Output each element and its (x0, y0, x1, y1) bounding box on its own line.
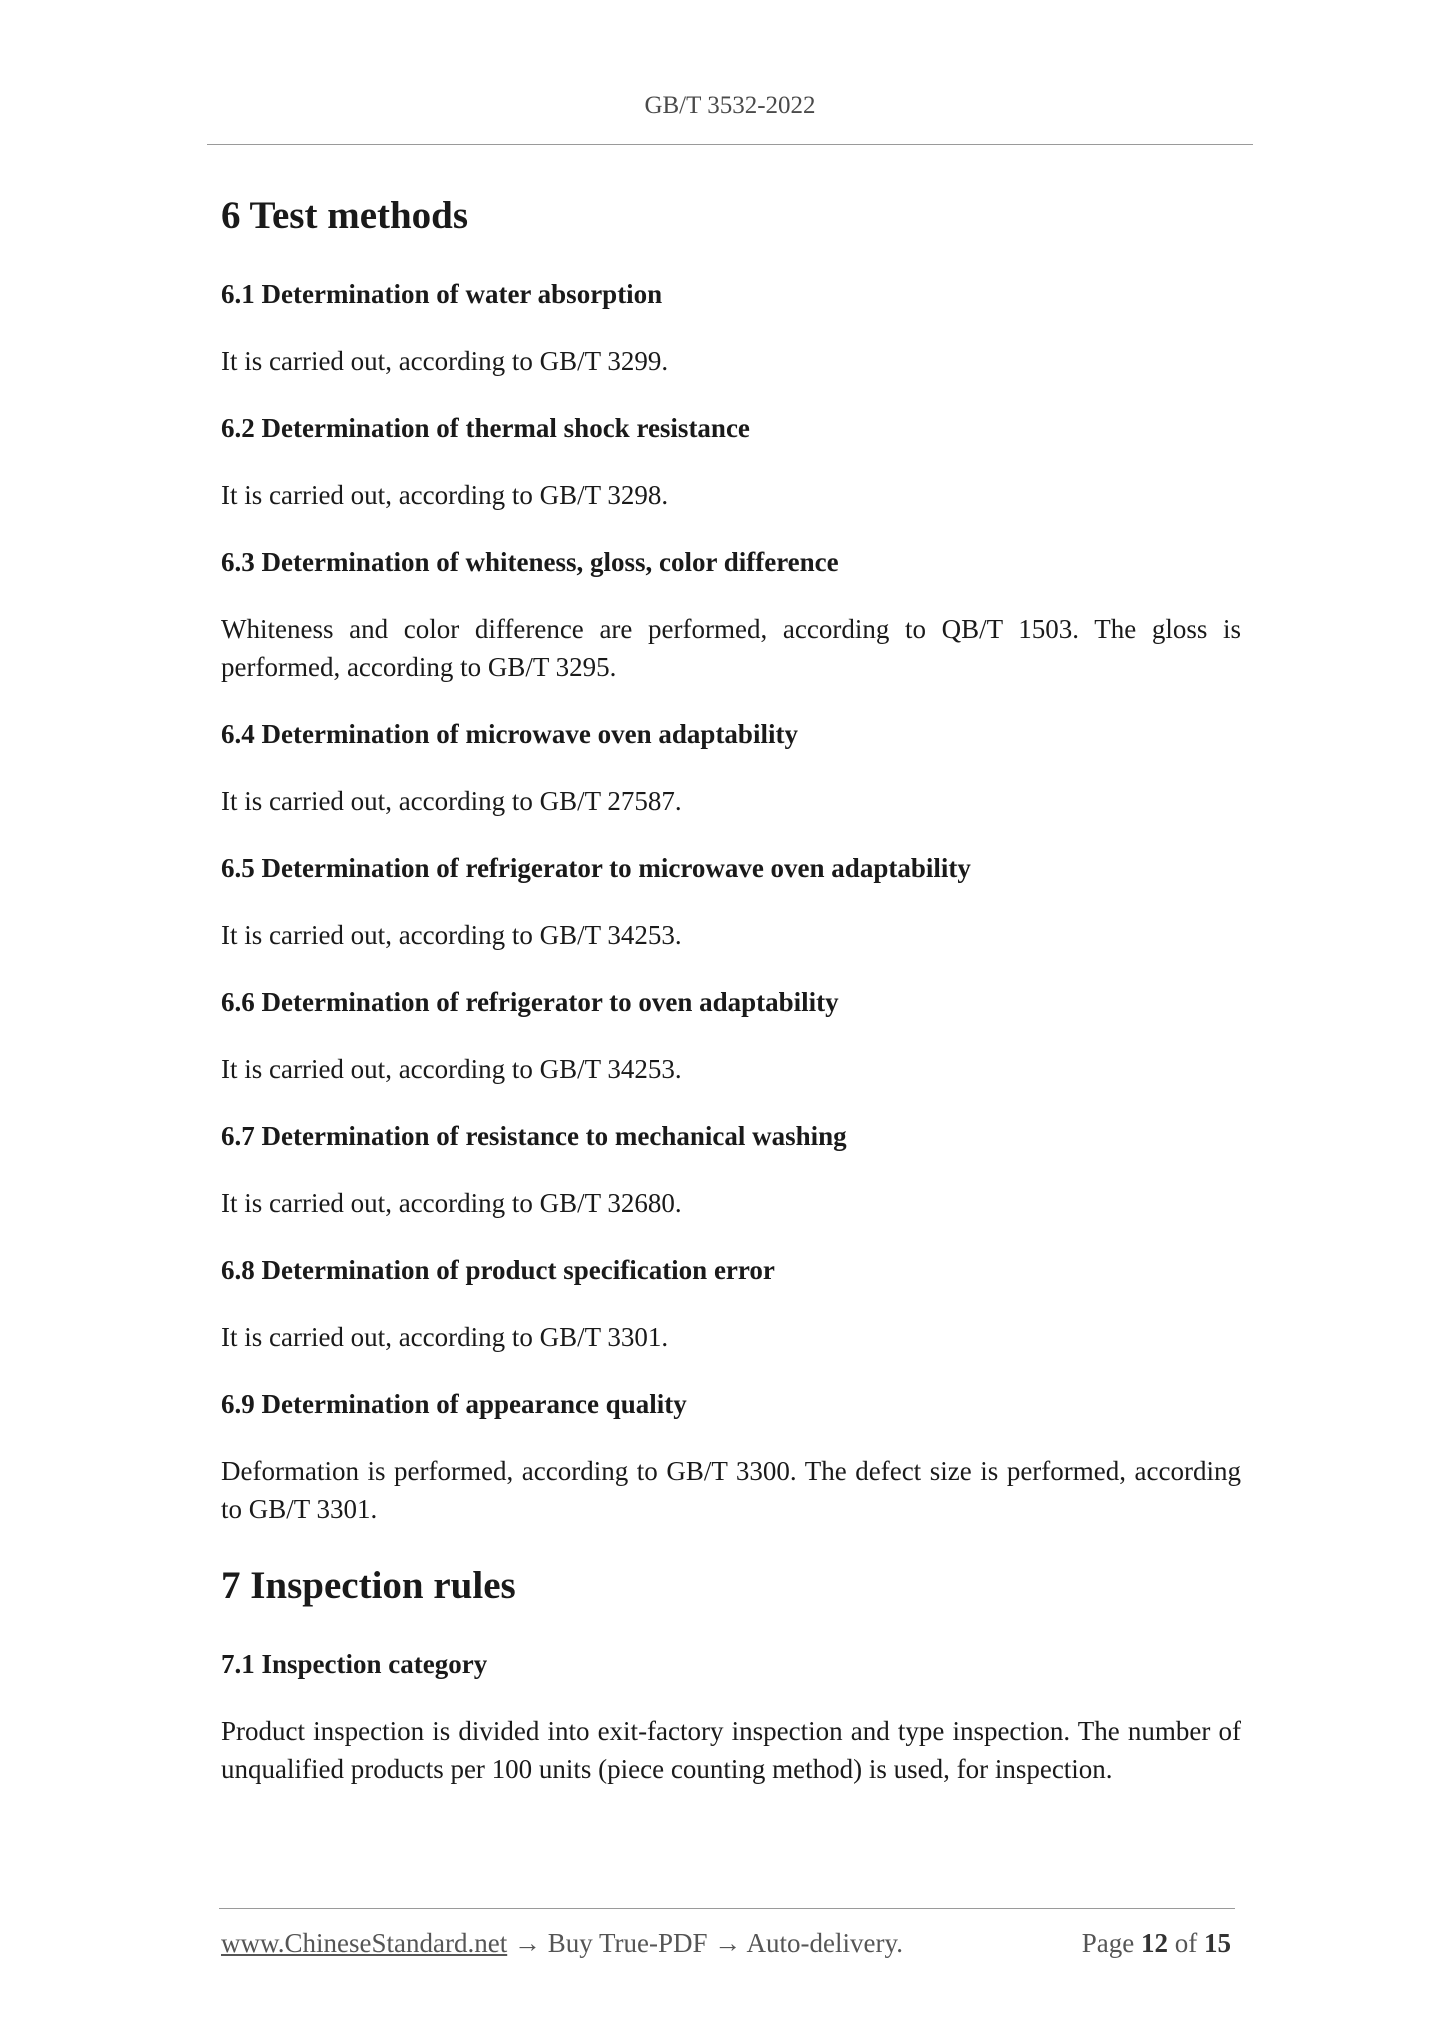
section-6-7 (221, 1116, 1241, 1222)
page-current: 12 (1141, 1928, 1168, 1958)
header-divider (207, 144, 1253, 145)
section-6-7-title: 6.7 Determination of resistance to mechanical washing (221, 1121, 847, 1151)
section-7-1 (221, 1644, 1241, 1788)
section-6-6-title: 6.6 Determination of refrigerator to oven adaptability (221, 987, 839, 1017)
section-6-8-text: It is carried out, according to GB/T 3301. (221, 1322, 669, 1352)
document-body (221, 186, 1241, 1788)
section-6-5-title: 6.5 Determination of refrigerator to microwave oven adaptability (221, 853, 971, 883)
section-6-1-title: 6.1 Determination of water absorption (221, 279, 663, 309)
section-6-3-text: Whiteness and color difference are performed, according to QB/T 1503. The gloss is performed, according to GB/T 3295. (221, 614, 1241, 682)
section-6-2 (221, 408, 1241, 514)
page-of: of (1168, 1928, 1204, 1958)
section-6-9-title: 6.9 Determination of appearance quality (221, 1389, 687, 1419)
section-7-1-text: Product inspection is divided into exit-factory inspection and type inspection. The number of unqualified products per 100 units (piece counting method) is used, for inspection. (221, 1716, 1241, 1784)
section-6-6-text: It is carried out, according to GB/T 34253. (221, 1054, 682, 1084)
page-label: Page (1081, 1928, 1141, 1958)
section-6-3 (221, 542, 1241, 686)
page-footer (221, 1928, 1231, 1959)
section-6-2-title: 6.2 Determination of thermal shock resistance (221, 413, 750, 443)
section-7-1-title: 7.1 Inspection category (221, 1649, 488, 1679)
section-6-2-text: It is carried out, according to GB/T 3298. (221, 480, 669, 510)
section-6-5-text: It is carried out, according to GB/T 34253. (221, 920, 682, 950)
section-7-title: 7 Inspection rules (221, 1564, 516, 1607)
page-number (1082, 1928, 1231, 1959)
footer-divider (219, 1908, 1235, 1909)
section-6-7-text: It is carried out, according to GB/T 32680. (221, 1188, 682, 1218)
section-6-4-text: It is carried out, according to GB/T 27587. (221, 786, 682, 816)
section-6-title: 6 Test methods (221, 194, 469, 237)
page-total: 15 (1204, 1928, 1231, 1958)
section-6-5 (221, 848, 1241, 954)
section-6-9 (221, 1384, 1241, 1528)
section-6-8 (221, 1250, 1241, 1356)
section-6-9-text: Deformation is performed, according to GB/T 3300. The defect size is performed, according to GB/T 3301. (221, 1456, 1241, 1524)
section-6-4 (221, 714, 1241, 820)
promo-text: → Buy True-PDF → Auto-delivery. (507, 1928, 903, 1958)
section-6-1-text: It is carried out, according to GB/T 3299. (221, 346, 669, 376)
section-6-3-title: 6.3 Determination of whiteness, gloss, color difference (221, 547, 839, 577)
section-6-1 (221, 274, 1241, 380)
section-6-6 (221, 982, 1241, 1088)
section-6-8-title: 6.8 Determination of product specification error (221, 1255, 775, 1285)
running-header: GB/T 3532-2022 (644, 92, 816, 119)
section-6-4-title: 6.4 Determination of microwave oven adaptability (221, 719, 798, 749)
website-link[interactable]: www.ChineseStandard.net (221, 1928, 508, 1958)
footer-promo (221, 1928, 903, 1959)
